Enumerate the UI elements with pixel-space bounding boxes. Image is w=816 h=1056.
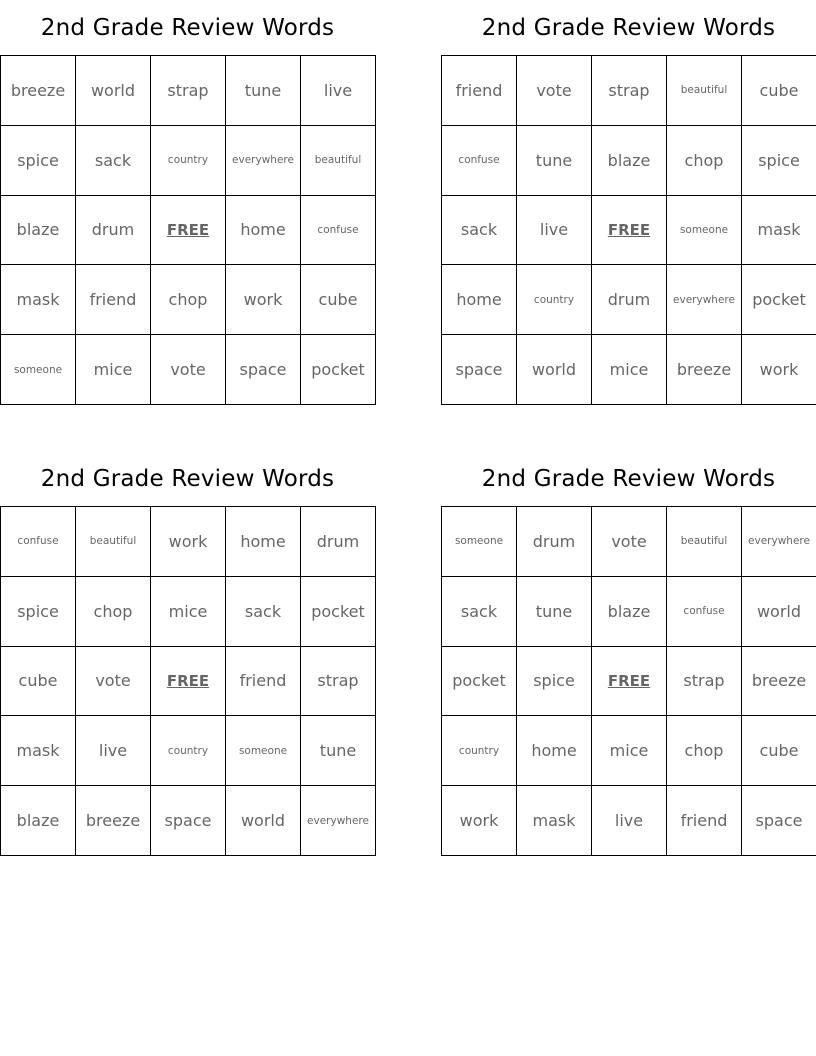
word-cell: live (76, 716, 151, 786)
word-cell: mice (592, 716, 667, 786)
word-cell: tune (301, 716, 376, 786)
word-cell: world (226, 786, 301, 856)
word-cell: spice (1, 576, 76, 646)
grid-row (442, 265, 816, 335)
grid-row (1, 335, 376, 405)
word-cell: someone (226, 716, 301, 786)
word-cell: strap (151, 56, 226, 126)
word-cell: mice (151, 576, 226, 646)
word-cell: tune (226, 56, 301, 126)
word-cell: mask (742, 195, 816, 265)
word-cell: spice (517, 646, 592, 716)
grid-row (442, 786, 816, 856)
grid-row (442, 195, 816, 265)
word-cell: mask (1, 265, 76, 335)
word-cell: world (742, 576, 816, 646)
word-cell: sack (442, 195, 517, 265)
free-space-cell: FREE (592, 195, 667, 265)
word-cell: live (517, 195, 592, 265)
word-cell: beautiful (667, 56, 742, 126)
word-cell: space (442, 335, 517, 405)
grid-row (442, 576, 816, 646)
word-cell: confuse (442, 125, 517, 195)
bingo-grid (441, 506, 816, 856)
word-cell: space (151, 786, 226, 856)
word-cell: country (151, 125, 226, 195)
word-cell: blaze (1, 786, 76, 856)
word-cell: chop (667, 716, 742, 786)
word-cell: chop (667, 125, 742, 195)
word-cell: work (226, 265, 301, 335)
word-cell: breeze (742, 646, 816, 716)
word-cell: country (517, 265, 592, 335)
card-title: 2nd Grade Review Words (481, 466, 776, 492)
grid-row (1, 195, 376, 265)
word-cell: world (517, 335, 592, 405)
word-cell: strap (301, 646, 376, 716)
word-cell: breeze (1, 56, 76, 126)
word-cell: blaze (1, 195, 76, 265)
grid-row (1, 507, 376, 577)
grid-row (442, 56, 816, 126)
free-space-cell: FREE (151, 646, 226, 716)
word-cell: work (442, 786, 517, 856)
word-cell: pocket (301, 335, 376, 405)
word-cell: someone (667, 195, 742, 265)
grid-row (1, 56, 376, 126)
word-cell: confuse (667, 576, 742, 646)
word-cell: breeze (667, 335, 742, 405)
word-cell: mask (1, 716, 76, 786)
word-cell: cube (742, 716, 816, 786)
grid-row (1, 125, 376, 195)
word-cell: drum (301, 507, 376, 577)
word-cell: blaze (592, 125, 667, 195)
word-cell: someone (442, 507, 517, 577)
word-cell: friend (226, 646, 301, 716)
word-cell: beautiful (76, 507, 151, 577)
word-cell: home (517, 716, 592, 786)
free-space-cell: FREE (592, 646, 667, 716)
word-cell: someone (1, 335, 76, 405)
word-cell: beautiful (667, 507, 742, 577)
word-cell: drum (76, 195, 151, 265)
word-cell: everywhere (667, 265, 742, 335)
word-cell: chop (76, 576, 151, 646)
word-cell: sack (442, 576, 517, 646)
word-cell: work (151, 507, 226, 577)
word-cell: everywhere (301, 786, 376, 856)
word-cell: mice (592, 335, 667, 405)
word-cell: cube (301, 265, 376, 335)
word-cell: pocket (301, 576, 376, 646)
word-cell: home (226, 507, 301, 577)
word-cell: beautiful (301, 125, 376, 195)
word-cell: home (226, 195, 301, 265)
word-cell: home (442, 265, 517, 335)
card-title: 2nd Grade Review Words (40, 466, 335, 492)
word-cell: world (76, 56, 151, 126)
word-cell: pocket (442, 646, 517, 716)
word-cell: vote (517, 56, 592, 126)
grid-row (442, 646, 816, 716)
grid-row (442, 507, 816, 577)
word-cell: friend (76, 265, 151, 335)
word-cell: drum (517, 507, 592, 577)
bingo-grid (0, 55, 376, 405)
bingo-grid (441, 55, 816, 405)
grid-row (442, 125, 816, 195)
grid-row (442, 335, 816, 405)
word-cell: chop (151, 265, 226, 335)
word-cell: friend (442, 56, 517, 126)
word-cell: breeze (76, 786, 151, 856)
word-cell: live (592, 786, 667, 856)
word-cell: everywhere (226, 125, 301, 195)
word-cell: cube (1, 646, 76, 716)
word-cell: tune (517, 125, 592, 195)
word-cell: everywhere (742, 507, 816, 577)
word-cell: country (151, 716, 226, 786)
word-cell: vote (76, 646, 151, 716)
grid-row (1, 646, 376, 716)
word-cell: strap (667, 646, 742, 716)
word-cell: spice (1, 125, 76, 195)
word-cell: country (442, 716, 517, 786)
word-cell: cube (742, 56, 816, 126)
word-cell: mice (76, 335, 151, 405)
grid-row (1, 576, 376, 646)
word-cell: vote (151, 335, 226, 405)
card-title: 2nd Grade Review Words (481, 15, 776, 41)
card-title: 2nd Grade Review Words (40, 15, 335, 41)
free-space-cell: FREE (151, 195, 226, 265)
word-cell: work (742, 335, 816, 405)
word-cell: tune (517, 576, 592, 646)
word-cell: confuse (1, 507, 76, 577)
word-cell: blaze (592, 576, 667, 646)
word-cell: sack (226, 576, 301, 646)
word-cell: sack (76, 125, 151, 195)
grid-row (1, 786, 376, 856)
word-cell: space (226, 335, 301, 405)
word-cell: pocket (742, 265, 816, 335)
word-cell: space (742, 786, 816, 856)
word-cell: vote (592, 507, 667, 577)
word-cell: confuse (301, 195, 376, 265)
grid-row (442, 716, 816, 786)
word-cell: live (301, 56, 376, 126)
word-cell: spice (742, 125, 816, 195)
grid-row (1, 716, 376, 786)
word-cell: mask (517, 786, 592, 856)
word-cell: friend (667, 786, 742, 856)
word-cell: strap (592, 56, 667, 126)
bingo-grid (0, 506, 376, 856)
word-cell: drum (592, 265, 667, 335)
grid-row (1, 265, 376, 335)
